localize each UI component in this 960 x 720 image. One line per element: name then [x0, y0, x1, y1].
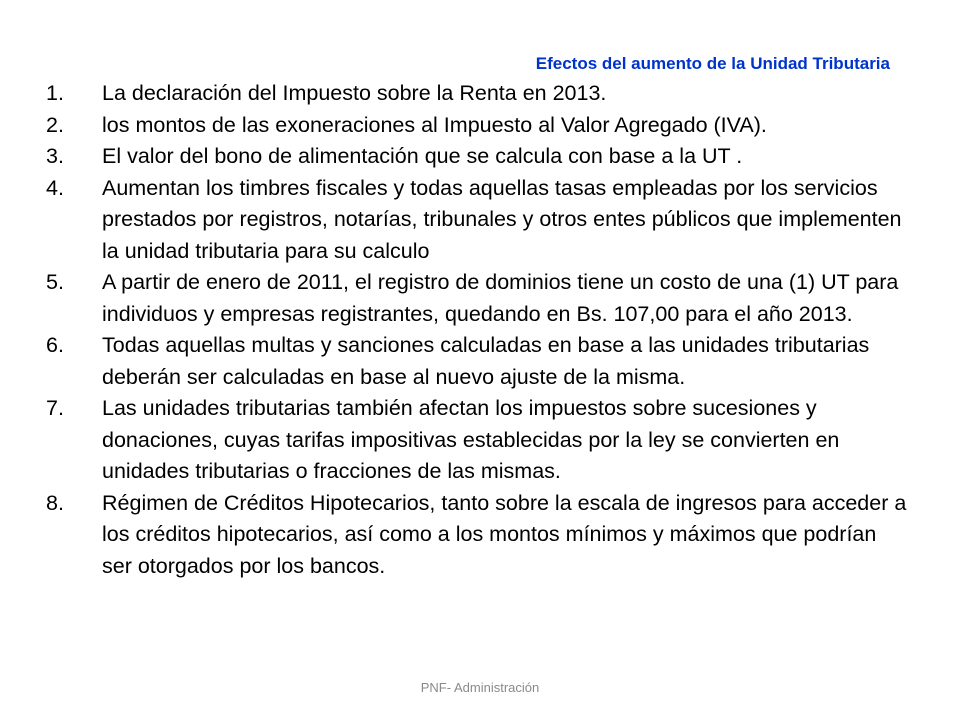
list-item-number: 1.	[46, 81, 64, 105]
list-item-text: Aumentan los timbres fiscales y todas aquellas tasas empleadas por los servicios prestados por registros, notarías, tribunales y otros entes públicos que implementen la unidad tributaria para su calculo	[102, 175, 902, 263]
list-item-text: los montos de las exoneraciones al Impuesto al Valor Agregado (IVA).	[102, 112, 767, 137]
list-item-number: 4.	[46, 175, 64, 200]
list-item-number: 2.	[46, 112, 64, 137]
slide-footer: PNF- Administración	[420, 680, 540, 695]
list-item-text: Régimen de Créditos Hipotecarios, tanto sobre la escala de ingresos para acceder a los créditos hipotecarios, así como a los montos mínimos y máximos que podrían ser otorgados por los bancos.	[102, 490, 907, 578]
list-item-number: 3.	[46, 144, 64, 168]
list-item-number: 7.	[46, 396, 64, 420]
numbered-list	[46, 78, 908, 582]
list-item	[46, 110, 908, 142]
list-item-number: 6.	[46, 333, 64, 357]
slide-title: Efectos del aumento de la Unidad Tributaria	[535, 54, 890, 73]
list-item	[46, 267, 908, 330]
list-item-text: A partir de enero de 2011, el registro de dominios tiene un costo de una (1) UT para individuos y empresas registrantes, quedando en Bs. 107,00 para el año 2013.	[102, 270, 899, 326]
list-item-text: Las unidades tributarias también afectan los impuestos sobre sucesiones y donaciones, cuyas tarifas impositivas establecidas por la ley se convierten en unidades tributarias o fracciones de las mismas.	[102, 396, 840, 483]
list-item-number: 5.	[46, 270, 64, 294]
list-item-text: Todas aquellas multas y sanciones calculadas en base a las unidades tributarias deberán ser calculadas en base al nuevo ajuste de la misma.	[102, 333, 870, 389]
list-item-text: La declaración del Impuesto sobre la Renta en 2013.	[102, 81, 607, 105]
list-item	[46, 141, 908, 173]
list-item-text: El valor del bono de alimentación que se calcula con base a la UT .	[102, 144, 743, 168]
list-item	[46, 173, 908, 268]
list-item	[46, 330, 908, 393]
list-item-number: 8.	[46, 490, 64, 515]
list-item	[46, 393, 908, 488]
list-item	[46, 78, 908, 110]
list-item	[46, 488, 908, 583]
